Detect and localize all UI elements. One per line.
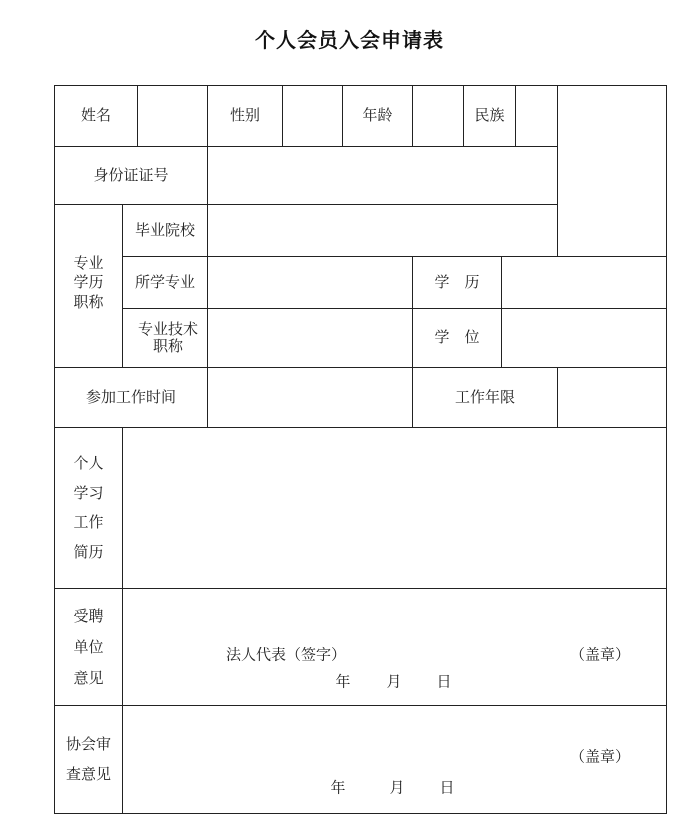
association-opinion-label-line: 协会审 [65, 735, 111, 753]
association-opinion-label-cell [54, 705, 123, 814]
ethnicity-label: 民族 [474, 106, 505, 125]
graduated-school-field[interactable] [207, 204, 558, 257]
employer-opinion-label-line: 受聘 [73, 606, 104, 625]
gender-label-cell [207, 85, 283, 147]
education-label-cell [412, 256, 502, 309]
work-start-label-cell [54, 367, 208, 428]
resume-label-line: 简历 [73, 542, 104, 561]
degree-label: 学 位 [434, 328, 480, 347]
gender-field[interactable] [282, 85, 343, 147]
association-seal-label: （盖章） [569, 747, 631, 766]
professional-title-label-line: 专业技术 [137, 319, 198, 338]
education-group-label-line: 学历 [73, 273, 104, 292]
id-number-label: 身份证证号 [93, 165, 169, 184]
name-field[interactable] [137, 85, 208, 147]
employer-opinion-label-cell [54, 588, 123, 706]
employer-opinion-label-line: 单位 [73, 637, 104, 656]
education-group-label-cell [54, 204, 123, 368]
degree-field[interactable] [501, 308, 667, 368]
association-month-label: 月 [389, 778, 405, 797]
age-label: 年龄 [362, 106, 393, 125]
resume-label-line: 工作 [73, 513, 104, 531]
education-field[interactable] [501, 256, 667, 309]
professional-title-field[interactable] [207, 308, 413, 368]
work-years-label: 工作年限 [454, 387, 515, 406]
id-number-label-cell [54, 146, 208, 205]
resume-label-line: 个人 [73, 454, 104, 472]
ethnicity-field[interactable] [515, 85, 558, 147]
employer-year-label: 年 [335, 672, 351, 691]
age-field[interactable] [412, 85, 464, 147]
professional-title-label-cell [122, 308, 208, 368]
graduated-school-label: 毕业院校 [134, 220, 195, 239]
resume-label-line: 学习 [73, 483, 104, 502]
employer-month-label: 月 [386, 672, 402, 691]
legal-representative-signature-label: 法人代表（签字） [225, 645, 347, 664]
work-years-label-cell [412, 367, 558, 428]
age-label-cell [342, 85, 413, 147]
employer-seal-label: （盖章） [569, 645, 631, 664]
employer-day-label: 日 [436, 672, 452, 691]
education-group-label-line: 专业 [73, 253, 104, 272]
association-year-label: 年 [330, 778, 346, 797]
work-start-label: 参加工作时间 [85, 387, 176, 406]
association-day-label: 日 [439, 778, 455, 797]
association-opinion-label-line: 查意见 [65, 764, 111, 783]
major-field[interactable] [207, 256, 413, 309]
graduated-school-label-cell [122, 204, 208, 257]
employer-opinion-label-line: 意见 [73, 668, 104, 687]
name-label-cell [54, 85, 138, 147]
major-label: 所学专业 [134, 272, 195, 291]
education-group-label-line: 职称 [73, 292, 104, 311]
name-label: 姓名 [80, 106, 111, 125]
education-label: 学 历 [434, 272, 480, 291]
work-years-field[interactable] [557, 367, 667, 428]
resume-label-cell [54, 427, 123, 589]
form-title: 个人会员入会申请表 [255, 28, 444, 52]
work-start-field[interactable] [207, 367, 413, 428]
professional-title-label-line: 职称 [152, 337, 183, 355]
major-label-cell [122, 256, 208, 309]
id-number-field[interactable] [207, 146, 558, 205]
resume-field[interactable] [122, 427, 667, 589]
ethnicity-label-cell [463, 85, 516, 147]
degree-label-cell [412, 308, 502, 368]
photo-field[interactable] [557, 85, 667, 257]
gender-label: 性别 [229, 106, 260, 125]
